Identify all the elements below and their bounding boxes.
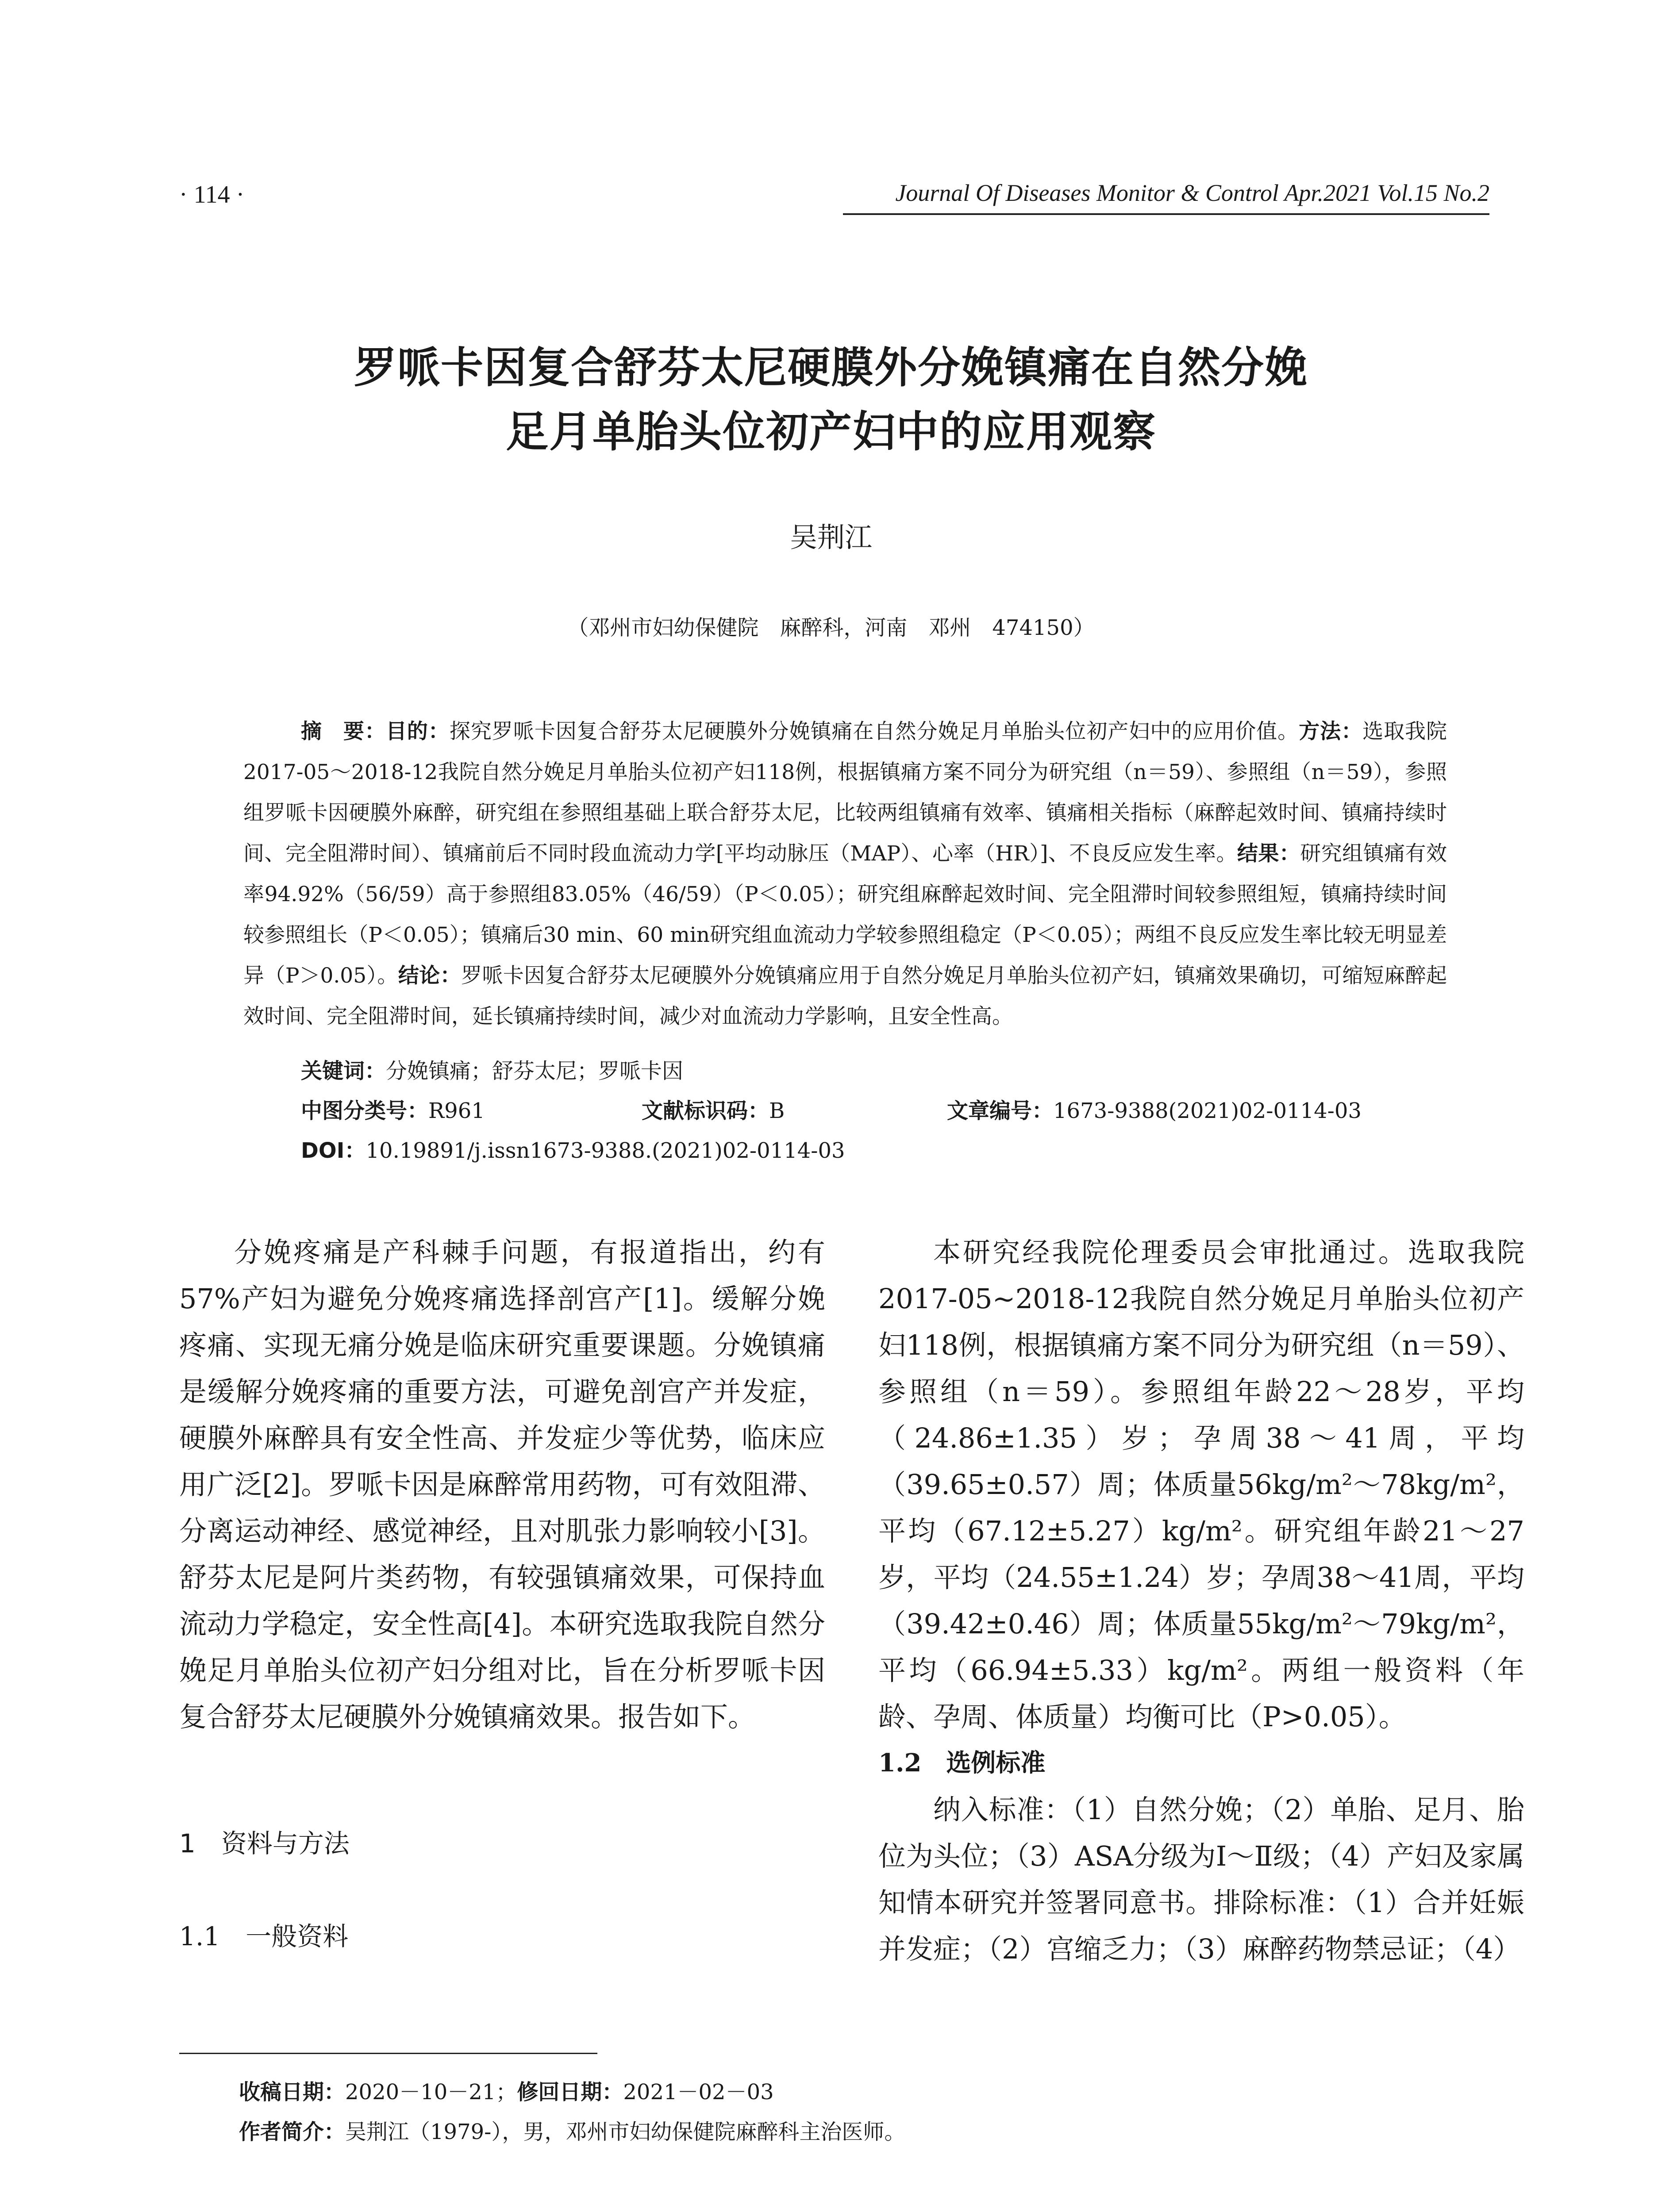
right-column bbox=[878, 1229, 1524, 1972]
title-line-2: 足月单胎头位初产妇中的应用观察 bbox=[506, 407, 1156, 457]
journal-header: Journal Of Diseases Monitor & Control Apr.2021 Vol.15 No.2 bbox=[895, 180, 1489, 206]
section-heading-1-1: 1.1 一般资料 bbox=[179, 1921, 349, 1951]
classification-label: 中图分类号： bbox=[301, 1098, 429, 1123]
received-date: 2020－10－21； bbox=[345, 2080, 517, 2104]
affiliation: （邓州市妇幼保健院 麻醉科，河南 邓州 474150） bbox=[567, 615, 1095, 640]
page-number: · 114 · bbox=[179, 181, 245, 208]
results-text: 研究组镇痛有效率94.92%（56/59）高于参照组83.05%（46/59）（P＜0.05）；研究组麻醉起效时间、完全阻滞时间较参照组短，镇痛持续时间较参照组长（P＜0.05）；镇痛后30 min、60 min研究组血流动力学较参照组稳定（P＜0.05）；两组不良反应发生率比较无明显差异（P＞0.05）。 bbox=[243, 841, 1447, 988]
doc-code-label: 文献标识码： bbox=[642, 1098, 769, 1123]
article-number bbox=[947, 1094, 1362, 1124]
abstract-label: 摘 要： bbox=[301, 719, 386, 744]
footnote-dates bbox=[239, 2075, 774, 2105]
doc-code-value: B bbox=[769, 1098, 785, 1123]
section-heading-1-2: 1.2 选例标准 bbox=[878, 1748, 1046, 1778]
article-no-value: 1673-9388(2021)02-0114-03 bbox=[1053, 1098, 1362, 1123]
article-no-label: 文章编号： bbox=[947, 1098, 1054, 1123]
conclusion-label: 结论： bbox=[398, 964, 462, 988]
document-code bbox=[642, 1094, 785, 1124]
footnote-author bbox=[239, 2115, 905, 2145]
author-info: 吴荆江（1979-），男，邓州市妇幼保健院麻醉科主治医师。 bbox=[345, 2120, 906, 2144]
results-label: 结果： bbox=[1237, 841, 1300, 866]
revised-date: 2021－02－03 bbox=[623, 2080, 774, 2104]
objective-text: 探究罗哌卡因复合舒芬太尼硬膜外分娩镇痛在自然分娩足月单胎头位初产妇中的应用价值。 bbox=[449, 719, 1299, 744]
keywords-value: 分娩镇痛；舒芬太尼；罗哌卡因 bbox=[386, 1059, 684, 1083]
keywords bbox=[301, 1054, 683, 1084]
conclusion-text: 罗哌卡因复合舒芬太尼硬膜外分娩镇痛应用于自然分娩足月单胎头位初产妇，镇痛效果确切，可缩短麻醉起效时间、完全阻滞时间，延长镇痛持续时间，减少对血流动力学影响，且安全性高。 bbox=[243, 964, 1447, 1029]
keywords-label: 关键词： bbox=[301, 1059, 386, 1083]
author-name: 吴荆江 bbox=[789, 521, 872, 553]
intro-paragraph: 分娩疼痛是产科棘手问题，有报道指出，约有57%产妇为避免分娩疼痛选择剖宫产[1]。缓解分娩疼痛、实现无痛分娩是临床研究重要课题。分娩镇痛是缓解分娩疼痛的重要方法，可避免剖宫产并发症，硬膜外麻醉具有安全性高、并发症少等优势，临床应用广泛[2]。罗哌卡因是麻醉常用药物，可有效阻滞、分离运动神经、感觉神经，且对肌张力影响较小[3]。舒芬太尼是阿片类药物，有较强镇痛效果，可保持血流动力学稳定，安全性高[4]。本研究选取我院自然分娩足月单胎头位初产妇分组对比，旨在分析罗哌卡因复合舒芬太尼硬膜外分娩镇痛效果。报告如下。 bbox=[179, 1236, 825, 1733]
left-column bbox=[179, 1229, 825, 1740]
header-rule bbox=[843, 213, 1489, 215]
revised-label: 修回日期： bbox=[517, 2080, 623, 2104]
classification-value: R961 bbox=[428, 1098, 485, 1123]
section-heading-1: 1 资料与方法 bbox=[179, 1828, 350, 1859]
objective-label: 目的： bbox=[385, 719, 450, 744]
methods-text: 选取我院2017-05～2018-12我院自然分娩足月单胎头位初产妇118例，根据镇痛方案不同分为研究组（n＝59）、参照组（n＝59），参照组罗哌卡因硬膜外麻醉，研究组在参照组基础上联合舒芬太尼，比较两组镇痛有效率、镇痛相关指标（麻醉起效时间、镇痛持续时间、完全阻滞时间）、镇痛前后不同时段血流动力学[平均动脉压（MAP）、心率（HR）]、不良反应发生率。 bbox=[243, 719, 1447, 866]
title-line-1: 罗哌卡因复合舒芬太尼硬膜外分娩镇痛在自然分娩 bbox=[354, 343, 1308, 392]
doi-label: DOI： bbox=[301, 1138, 366, 1163]
received-label: 收稿日期： bbox=[239, 2080, 346, 2104]
footnote-rule bbox=[179, 2053, 597, 2054]
methods-label: 方法： bbox=[1299, 719, 1363, 744]
doi bbox=[301, 1133, 845, 1164]
general-data-paragraph: 本研究经我院伦理委员会审批通过。选取我院2017-05~2018-12我院自然分娩足月单胎头位初产妇118例，根据镇痛方案不同分为研究组（n＝59）、参照组（n＝59）。参照组年龄22～28岁，平均（24.86±1.35）岁；孕周38～41周，平均（39.65±0.57）周；体质量56kg/m²～78kg/m²，平均（67.12±5.27）kg/m²。研究组年龄21～27岁，平均（24.55±1.24）岁；孕周38～41周，平均（39.42±0.46）周；体质量55kg/m²～79kg/m²，平均（66.94±5.33）kg/m²。两组一般资料（年龄、孕周、体质量）均衡可比（P>0.05）。 bbox=[878, 1236, 1524, 1733]
criteria-paragraph: 纳入标准：（1）自然分娩；（2）单胎、足月、胎位为头位；（3）ASA分级为Ⅰ～Ⅱ级；（4）产妇及家属知情本研究并签署同意书。排除标准：（1）合并妊娠并发症；（2）宫缩乏力；（3）麻醉药物禁忌证；（4） bbox=[878, 1793, 1524, 1965]
classification bbox=[301, 1094, 485, 1124]
author-info-label: 作者简介： bbox=[239, 2120, 346, 2144]
abstract bbox=[243, 711, 1447, 1037]
doi-value: 10.19891/j.issn1673-9388.(2021)02-0114-03 bbox=[365, 1138, 845, 1163]
